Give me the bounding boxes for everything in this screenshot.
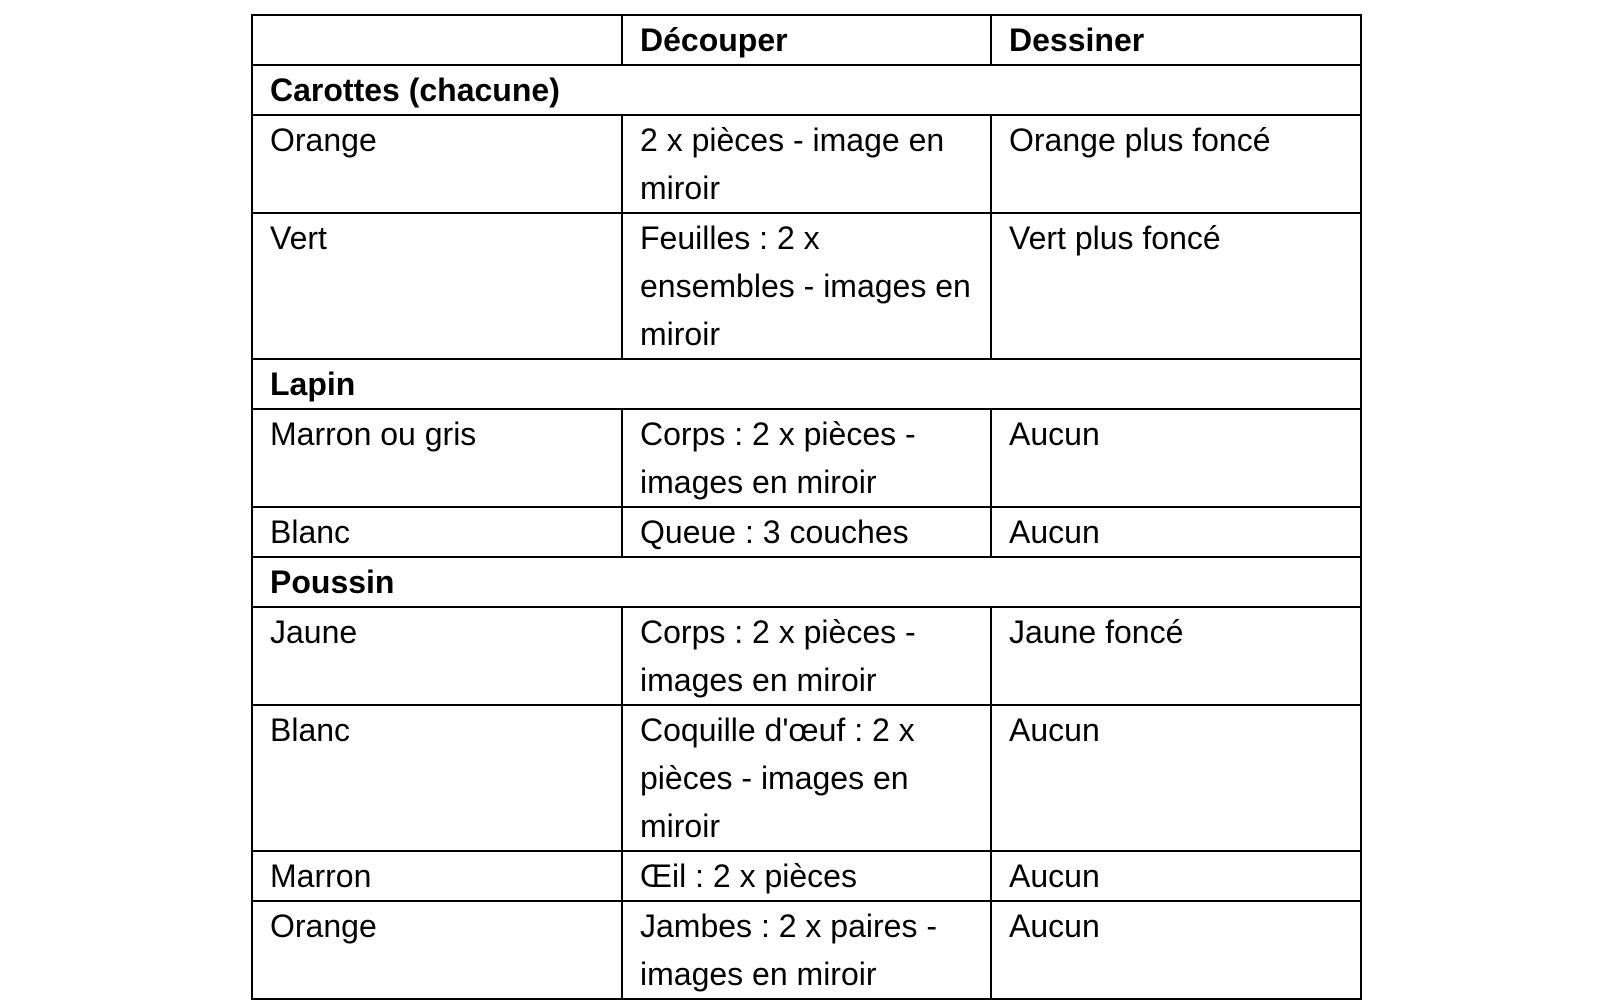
- section-row-lapin: [252, 359, 1361, 409]
- draw-cell: Aucun: [991, 409, 1361, 507]
- draw-cell: Orange plus foncé: [991, 115, 1361, 213]
- color-cell: Marron: [252, 851, 622, 901]
- cut-cell: Coquille d'œuf : 2 x pièces - images en miroir: [622, 705, 991, 851]
- table-row: [252, 901, 1361, 999]
- cut-cell: Queue : 3 couches: [622, 507, 991, 557]
- color-cell: Orange: [252, 115, 622, 213]
- section-row-poussin: [252, 557, 1361, 607]
- color-cell: Blanc: [252, 705, 622, 851]
- color-cell: Vert: [252, 213, 622, 359]
- section-title: Carottes (chacune): [252, 65, 1361, 115]
- header-cell-empty: [252, 15, 622, 65]
- cut-cell: Corps : 2 x pièces - images en miroir: [622, 409, 991, 507]
- table-row: [252, 507, 1361, 557]
- header-cell-dessiner: Dessiner: [991, 15, 1361, 65]
- cut-cell: Œil : 2 x pièces: [622, 851, 991, 901]
- table-row: [252, 607, 1361, 705]
- draw-cell: Vert plus foncé: [991, 213, 1361, 359]
- draw-cell: Aucun: [991, 507, 1361, 557]
- color-cell: Jaune: [252, 607, 622, 705]
- draw-cell: Jaune foncé: [991, 607, 1361, 705]
- table-row: [252, 851, 1361, 901]
- materials-table: [251, 14, 1362, 1000]
- cut-cell: Feuilles : 2 x ensembles - images en miroir: [622, 213, 991, 359]
- header-cell-decouper: Découper: [622, 15, 991, 65]
- section-title: Lapin: [252, 359, 1361, 409]
- table-header-row: [252, 15, 1361, 65]
- cut-cell: Jambes : 2 x paires - images en miroir: [622, 901, 991, 999]
- table-row: [252, 213, 1361, 359]
- section-title: Poussin: [252, 557, 1361, 607]
- color-cell: Marron ou gris: [252, 409, 622, 507]
- color-cell: Blanc: [252, 507, 622, 557]
- table-row: [252, 705, 1361, 851]
- table-row: [252, 115, 1361, 213]
- table-row: [252, 409, 1361, 507]
- cut-cell: 2 x pièces - image en miroir: [622, 115, 991, 213]
- draw-cell: Aucun: [991, 705, 1361, 851]
- draw-cell: Aucun: [991, 851, 1361, 901]
- section-row-carottes: [252, 65, 1361, 115]
- color-cell: Orange: [252, 901, 622, 999]
- document-page: [251, 14, 1360, 1000]
- draw-cell: Aucun: [991, 901, 1361, 999]
- cut-cell: Corps : 2 x pièces - images en miroir: [622, 607, 991, 705]
